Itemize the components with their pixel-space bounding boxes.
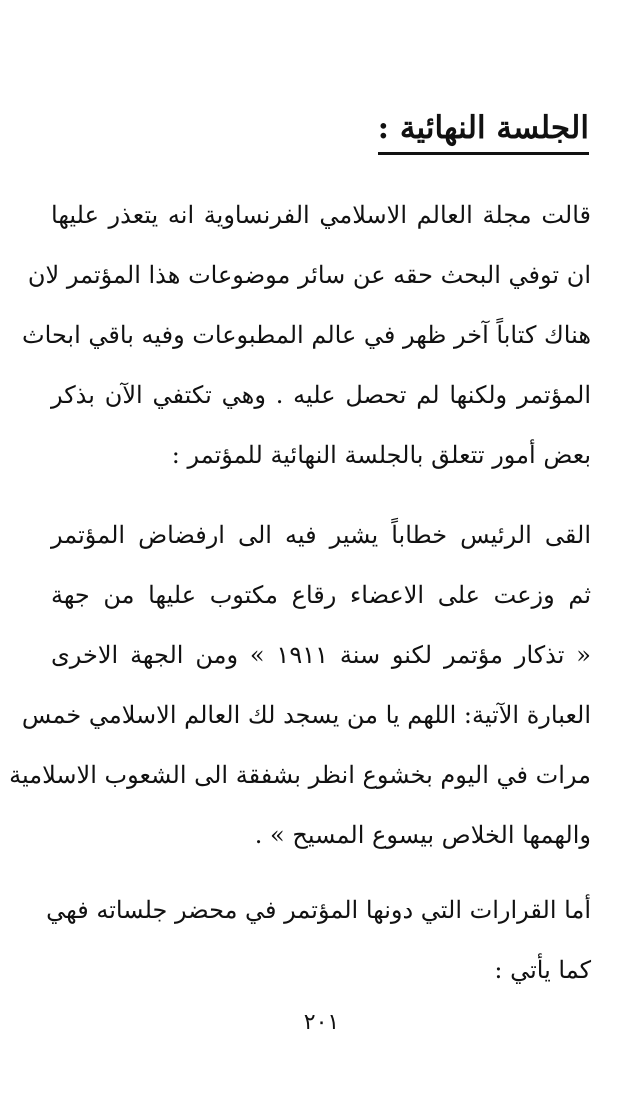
paragraph-2 <box>9 505 591 865</box>
paragraph-3 <box>46 880 591 1000</box>
text-line: « تذكار مؤتمر لكنو سنة ١٩١١ » ومن الجهة الاخرى <box>51 641 591 669</box>
text-line: والهمها الخلاص بيسوع المسيح » . <box>254 821 591 849</box>
text-line: ثم وزعت على الاعضاء رقاع مكتوب عليها من جهة <box>51 581 591 609</box>
text-line: بعض أمور تتعلق بالجلسة النهائية للمؤتمر : <box>171 441 591 469</box>
text-line: المؤتمر ولكنها لم تحصل عليه . وهي تكتفي الآن بذكر <box>51 381 591 409</box>
page-number: ٢٠١ <box>303 1010 340 1035</box>
text-line: هناك كتاباً آخر ظهر في عالم المطبوعات وفيه باقي ابحاث <box>22 321 591 349</box>
text-line: كما يأتي : <box>494 956 591 984</box>
section-heading: الجلسة النهائية : <box>378 108 589 155</box>
text-line: مرات في اليوم بخشوع انظر بشفقة الى الشعوب الاسلامية <box>9 761 591 789</box>
text-line: القى الرئيس خطاباً يشير فيه الى ارفضاض المؤتمر <box>51 521 591 549</box>
text-line: العبارة الآتية: اللهم يا من يسجد لك العالم الاسلامي خمس <box>21 701 591 729</box>
paragraph-1 <box>22 185 591 485</box>
text-line: ان توفي البحث حقه عن سائر موضوعات هذا المؤتمر لان <box>27 261 591 289</box>
text-line: أما القرارات التي دونها المؤتمر في محضر جلساته فهي <box>46 896 591 924</box>
text-line: قالت مجلة العالم الاسلامي الفرنساوية انه يتعذر عليها <box>51 201 591 229</box>
